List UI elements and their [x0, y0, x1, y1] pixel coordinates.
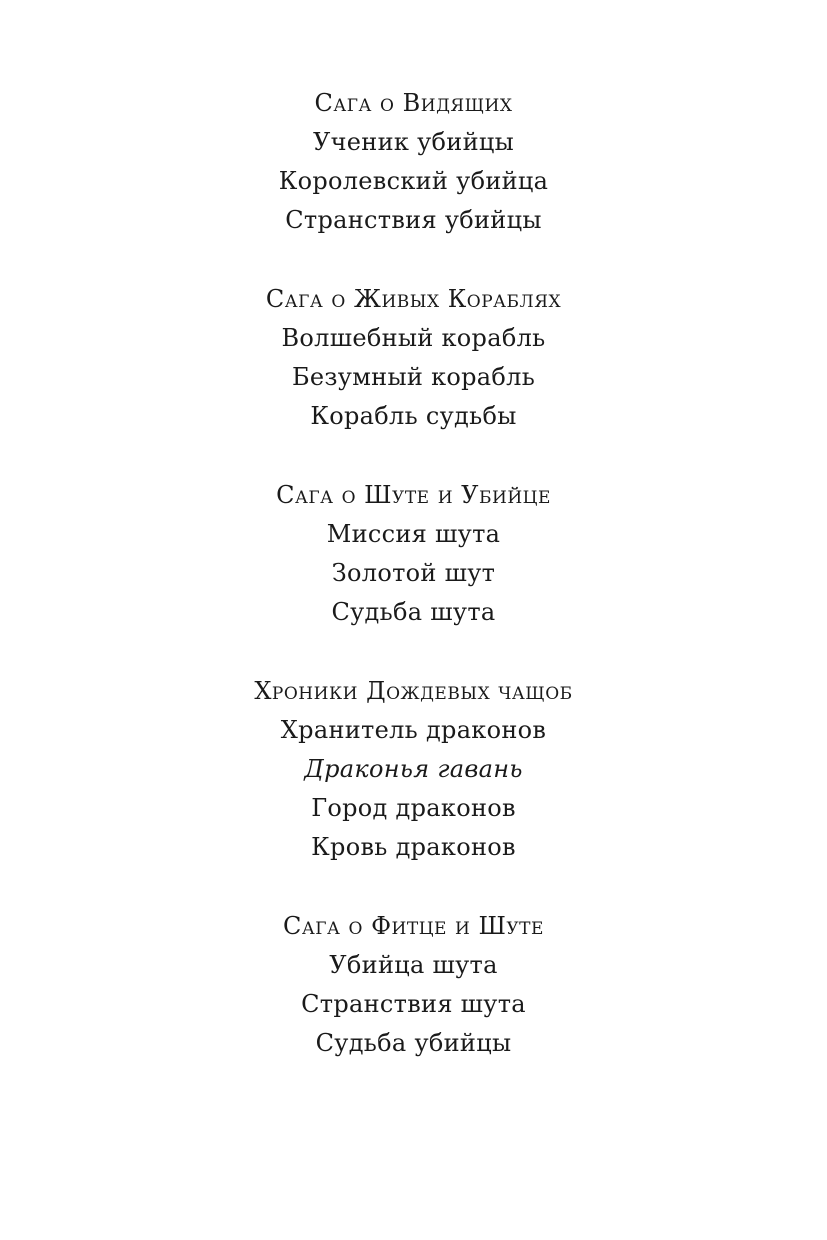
series-block: [0, 476, 827, 632]
series-block: [0, 84, 827, 240]
series-block: [0, 280, 827, 436]
book-title: Драконья гавань: [304, 755, 523, 783]
book-title: Кровь драконов: [311, 833, 516, 861]
series-block: [0, 907, 827, 1063]
book-title: Убийца шута: [329, 951, 498, 979]
book-title: Ученик убийцы: [312, 128, 515, 156]
book-list-page: [0, 84, 827, 1103]
book-title: Судьба шута: [331, 598, 496, 626]
series-title: Сага о Живых Кораблях: [265, 285, 562, 313]
series-title: Сага о Шуте и Убийце: [276, 481, 551, 509]
book-title: Судьба убийцы: [315, 1029, 512, 1057]
book-title: Миссия шута: [326, 520, 501, 548]
book-title: Безумный корабль: [291, 363, 536, 391]
series-title: Сага о Видящих: [314, 89, 513, 117]
book-title: Хранитель драконов: [280, 716, 547, 744]
series-title: Сага о Фитце и Шуте: [283, 912, 544, 940]
book-title: Странствия шута: [301, 990, 526, 1018]
book-title: Королевский убийца: [278, 167, 549, 195]
book-title: Золотой шут: [331, 559, 496, 587]
book-title: Корабль судьбы: [310, 402, 517, 430]
book-title: Город драконов: [311, 794, 516, 822]
book-title: Странствия убийцы: [285, 206, 542, 234]
series-title: Хроники Дождевых чащоб: [254, 677, 573, 705]
book-title: Волшебный корабль: [281, 324, 546, 352]
series-block: [0, 672, 827, 867]
